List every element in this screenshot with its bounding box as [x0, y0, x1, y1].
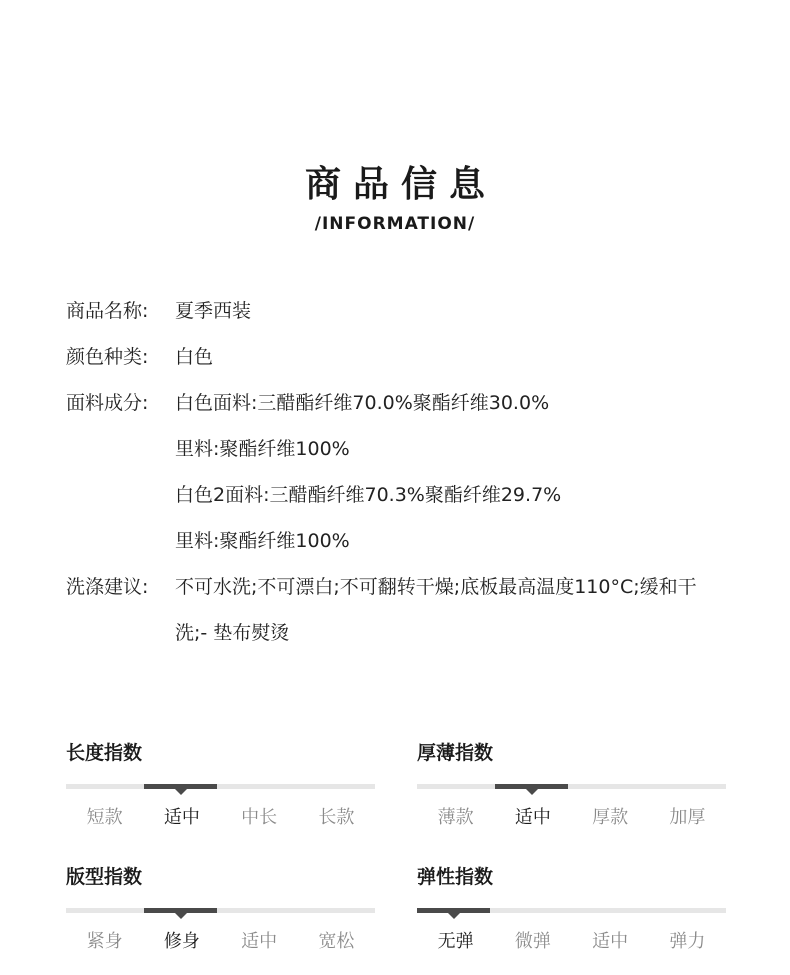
elasticity-option: 适中 [592, 931, 629, 952]
fit-index [66, 862, 375, 954]
length-index-title: 长度指数 [66, 742, 143, 764]
length-index-indicator [144, 784, 217, 789]
elasticity-index-track [417, 908, 726, 913]
length-option: 适中 [163, 807, 200, 828]
thickness-option: 适中 [514, 807, 551, 828]
thickness-option: 加厚 [669, 807, 706, 828]
thickness-index [417, 738, 726, 830]
info-label-name: 商品名称: [66, 300, 149, 322]
elasticity-index-indicator [417, 908, 490, 913]
thickness-option: 厚款 [592, 807, 629, 828]
elasticity-option: 微弹 [514, 931, 551, 952]
page-title: 商品信息 [304, 164, 497, 205]
info-row-color [66, 334, 746, 380]
thickness-index-title: 厚薄指数 [417, 742, 494, 764]
fit-index-track [66, 908, 375, 913]
info-row-fabric [66, 380, 746, 564]
info-value-fabric-line: 里料:聚酯纤维100% [175, 530, 350, 552]
info-value-name: 夏季西装 [175, 300, 252, 322]
info-value-fabric-line: 里料:聚酯纤维100% [175, 438, 350, 460]
product-info [66, 288, 746, 656]
info-label-color: 颜色种类: [66, 346, 149, 368]
length-index-track [66, 784, 375, 789]
length-option: 短款 [86, 807, 123, 828]
info-value-fabric-line: 白色面料:三醋酯纤维70.0%聚酯纤维30.0% [175, 392, 550, 414]
fit-option: 宽松 [318, 931, 355, 952]
fit-option: 适中 [241, 931, 278, 952]
info-value-fabric-line: 白色2面料:三醋酯纤维70.3%聚酯纤维29.7% [175, 484, 562, 506]
fit-option: 紧身 [86, 931, 123, 952]
length-option: 长款 [318, 807, 355, 828]
length-option: 中长 [241, 807, 278, 828]
fit-option: 修身 [163, 931, 200, 952]
info-label-fabric: 面料成分: [66, 392, 149, 414]
elasticity-option: 无弹 [437, 931, 474, 952]
elasticity-index-title: 弹性指数 [417, 866, 494, 888]
thickness-index-track [417, 784, 726, 789]
fit-index-title: 版型指数 [66, 866, 143, 888]
page-subtitle: /INFORMATION/ [314, 214, 476, 234]
thickness-index-indicator [495, 784, 568, 789]
fit-index-indicator [144, 908, 217, 913]
info-value-color: 白色 [175, 346, 214, 368]
info-row-wash [66, 564, 746, 656]
info-label-wash: 洗涤建议: [66, 576, 149, 598]
info-value-wash-line: 洗;- 垫布熨烫 [175, 622, 290, 644]
elasticity-option: 弹力 [669, 931, 706, 952]
elasticity-index [417, 862, 726, 954]
info-value-wash-line: 不可水洗;不可漂白;不可翻转干燥;底板最高温度110°C;缓和干 [175, 576, 697, 598]
length-index [66, 738, 375, 830]
thickness-option: 薄款 [437, 807, 474, 828]
info-row-name [66, 288, 746, 334]
